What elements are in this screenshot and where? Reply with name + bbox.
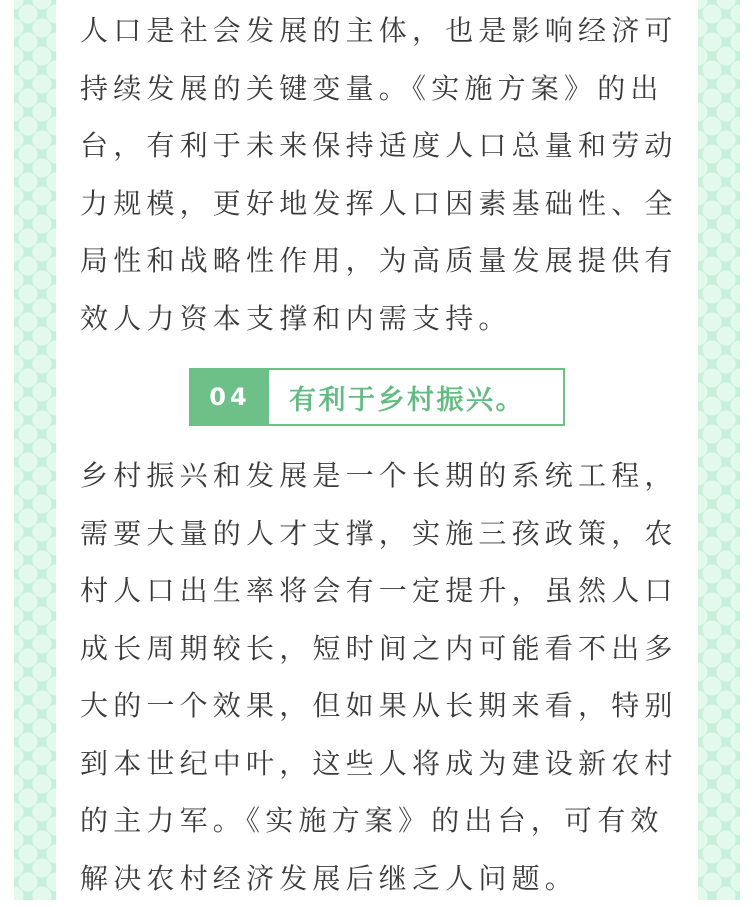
text-line: 需要大量的人才支撑，实施三孩政策，农 (80, 505, 680, 563)
text-line: 乡村振兴和发展是一个长期的系统工程， (80, 447, 680, 505)
text-line: 力规模，更好地发挥人口因素基础性、全 (80, 175, 680, 233)
text-line: 到本世纪中叶，这些人将成为建设新农村 (80, 735, 680, 793)
text-line: 解决农村经济发展后继乏人问题。 (80, 850, 680, 907)
text-line: 局性和战略性作用，为高质量发展提供有 (80, 232, 680, 290)
text-line: 大的一个效果，但如果从长期来看，特别 (80, 677, 680, 735)
paragraph-population (80, 2, 680, 347)
text-line: 台，有利于未来保持适度人口总量和劳动 (80, 117, 680, 175)
text-line: 效人力资本支撑和内需支持。 (80, 290, 680, 348)
polka-dot-border-right (698, 0, 740, 900)
polka-dot-border-left (14, 0, 56, 900)
paragraph-rural-revitalization (80, 447, 680, 907)
page-edge-right (740, 0, 754, 900)
text-line: 的主力军。《实施方案》的出台，可有效 (80, 792, 680, 850)
text-line: 人口是社会发展的主体，也是影响经济可 (80, 2, 680, 60)
section-number-badge: 04 (191, 370, 269, 424)
text-line: 持续发展的关键变量。《实施方案》的出 (80, 60, 680, 118)
text-line: 成长周期较长，短时间之内可能看不出多 (80, 620, 680, 678)
section-title: 有利于乡村振兴。 (269, 370, 563, 424)
page-edge-left (0, 0, 14, 900)
section-heading (189, 368, 565, 426)
text-line: 村人口出生率将会有一定提升，虽然人口 (80, 562, 680, 620)
article-content (56, 0, 698, 900)
